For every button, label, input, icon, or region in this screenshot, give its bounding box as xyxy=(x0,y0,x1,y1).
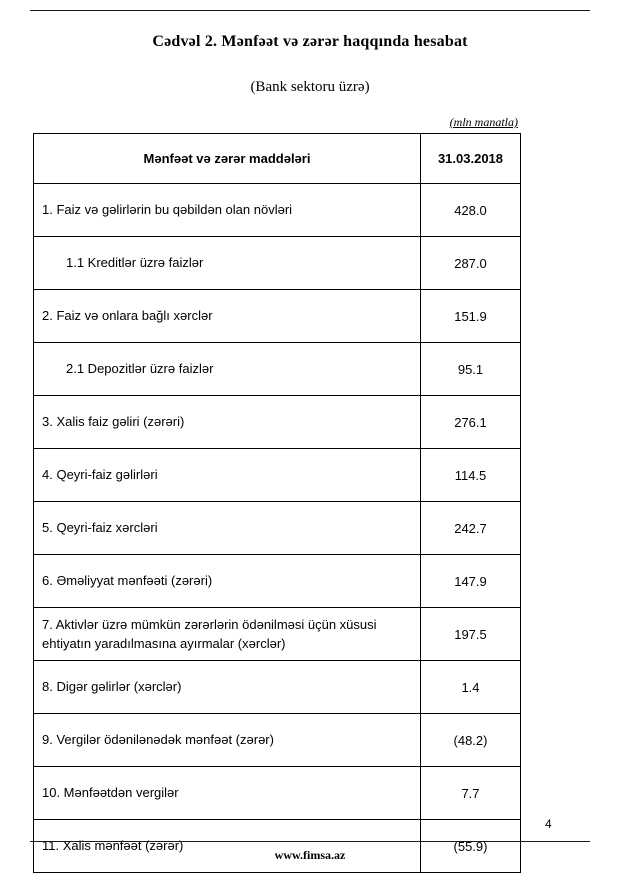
row-value: 95.1 xyxy=(421,343,521,396)
table-row xyxy=(34,661,521,714)
row-value: 151.9 xyxy=(421,290,521,343)
table-row xyxy=(34,343,521,396)
footer-divider xyxy=(30,841,590,842)
header-items-column: Mənfəət və zərər maddələri xyxy=(34,134,421,184)
row-label: 3. Xalis faiz gəliri (zərəri) xyxy=(34,396,421,449)
table-header-row xyxy=(34,134,521,184)
row-value: 197.5 xyxy=(421,608,521,661)
row-value: 1.4 xyxy=(421,661,521,714)
table-body xyxy=(34,184,521,873)
row-label: 11. Xalis mənfəət (zərər) xyxy=(34,820,421,873)
row-value: 7.7 xyxy=(421,767,521,820)
table-row xyxy=(34,396,521,449)
page-subtitle: (Bank sektoru üzrə) xyxy=(250,79,370,95)
row-label: 5. Qeyri-faiz xərcləri xyxy=(34,502,421,555)
row-label: 9. Vergilər ödənilənədək mənfəət (zərər) xyxy=(34,714,421,767)
table-row xyxy=(34,449,521,502)
table-row xyxy=(34,555,521,608)
table-row xyxy=(34,608,521,661)
unit-note: (mln manatla) xyxy=(449,115,518,129)
row-label: 4. Qeyri-faiz gəlirləri xyxy=(34,449,421,502)
table-row xyxy=(34,290,521,343)
row-label: 6. Əməliyyat mənfəəti (zərəri) xyxy=(34,555,421,608)
table-row xyxy=(34,714,521,767)
table-row xyxy=(34,820,521,873)
profit-loss-table xyxy=(33,133,521,873)
row-label: 1.1 Kreditlər üzrə faizlər xyxy=(34,237,421,290)
page-number: 4 xyxy=(545,817,552,831)
table-row xyxy=(34,184,521,237)
table-row xyxy=(34,767,521,820)
row-label: 2.1 Depozitlər üzrə faizlər xyxy=(34,343,421,396)
row-value: (48.2) xyxy=(421,714,521,767)
row-label: 10. Mənfəətdən vergilər xyxy=(34,767,421,820)
page-title: Cədvəl 2. Mənfəət və zərər haqqında hesabat xyxy=(152,33,468,50)
row-value: 276.1 xyxy=(421,396,521,449)
row-value: 428.0 xyxy=(421,184,521,237)
row-value: 147.9 xyxy=(421,555,521,608)
row-label: 1. Faiz və gəlirlərin bu qəbildən olan növləri xyxy=(34,184,421,237)
header-date-column: 31.03.2018 xyxy=(421,134,521,184)
top-divider xyxy=(30,10,590,11)
row-label: 2. Faiz və onlara bağlı xərclər xyxy=(34,290,421,343)
row-value: 114.5 xyxy=(421,449,521,502)
row-label: 7. Aktivlər üzrə mümkün zərərlərin ödənilməsi üçün xüsusi ehtiyatın yaradılmasına ayırmalar (xərclər) xyxy=(34,608,421,661)
row-value: (55.9) xyxy=(421,820,521,873)
row-label: 8. Digər gəlirlər (xərclər) xyxy=(34,661,421,714)
row-value: 242.7 xyxy=(421,502,521,555)
table-row xyxy=(34,502,521,555)
footer-site-text: www.fimsa.az xyxy=(274,848,346,862)
table-row xyxy=(34,237,521,290)
row-value: 287.0 xyxy=(421,237,521,290)
